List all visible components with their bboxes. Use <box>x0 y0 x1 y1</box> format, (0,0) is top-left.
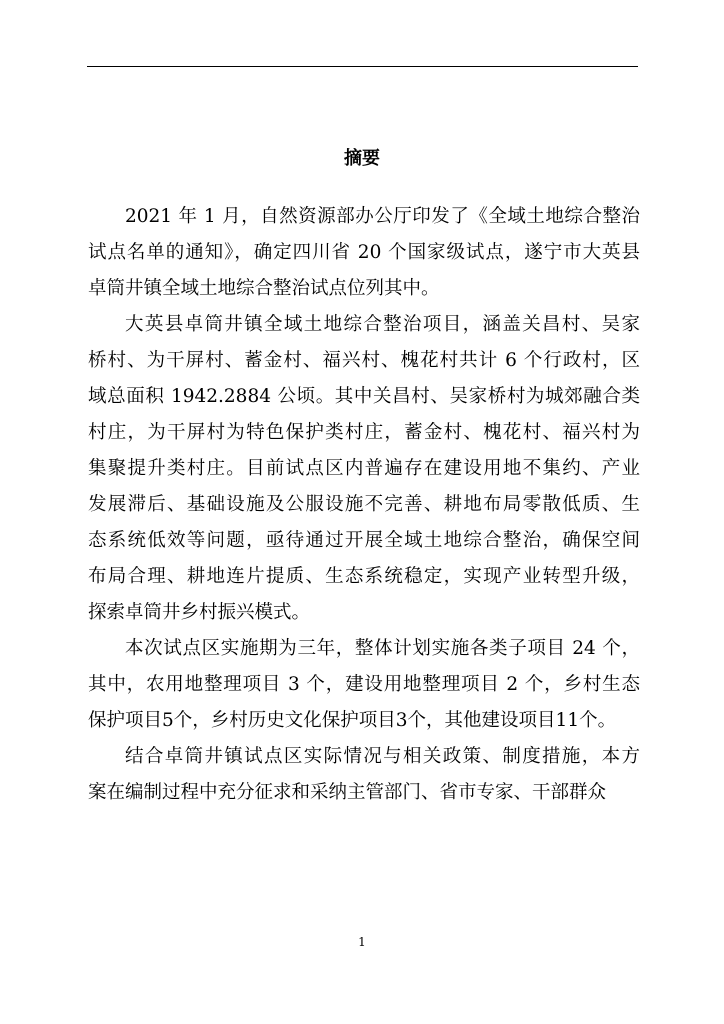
paragraph-line: 卓筒井镇全域土地综合整治试点位列其中。 <box>88 278 440 299</box>
paragraph <box>88 307 640 631</box>
page-number: 1 <box>358 935 366 949</box>
paragraph-line: 其中，农用地整理项目 3 个，建设用地整理项目 2 个，乡村生态 <box>88 674 640 695</box>
paragraph <box>88 739 640 811</box>
paragraph <box>88 631 640 739</box>
paragraph-line: 村庄，为干屏村为特色保护类村庄，蓄金村、槐花村、福兴村为 <box>88 422 640 443</box>
paragraph-line: 发展滞后、基础设施及公服设施不完善、耕地布局零散低质、生 <box>88 494 640 515</box>
paragraph-line: 布局合理、耕地连片提质、生态系统稳定，实现产业转型升级， <box>88 566 640 587</box>
paragraph-line: 桥村、为干屏村、蓄金村、福兴村、槐花村共计 6 个行政村，区 <box>88 350 640 371</box>
paragraph-line: 2021 年 1 月，自然资源部办公厅印发了《全域土地综合整治 <box>125 206 640 227</box>
paragraph-line: 案在编制过程中充分征求和采纳主管部门、省市专家、干部群众 <box>88 782 607 803</box>
paragraph <box>88 199 640 307</box>
abstract-body <box>88 199 640 811</box>
paragraph-line: 试点名单的通知》，确定四川省 20 个国家级试点，遂宁市大英县 <box>88 242 640 263</box>
paragraph-line: 探索卓筒井乡村振兴模式。 <box>88 602 311 623</box>
paragraph-line: 域总面积 1942.2884 公顷。其中关昌村、吴家桥村为城郊融合类 <box>88 386 640 407</box>
paragraph-line: 本次试点区实施期为三年，整体计划实施各类子项目 24 个， <box>125 638 640 659</box>
paragraph-line: 大英县卓筒井镇全域土地综合整治项目，涵盖关昌村、吴家 <box>125 314 640 335</box>
paragraph-line: 保护项目5个，乡村历史文化保护项目3个，其他建设项目11个。 <box>88 710 617 731</box>
paragraph-line: 集聚提升类村庄。目前试点区内普遍存在建设用地不集约、产业 <box>88 458 640 479</box>
paragraph-line: 结合卓筒井镇试点区实际情况与相关政策、制度措施，本方 <box>125 746 640 767</box>
paragraph-line: 态系统低效等问题，亟待通过开展全域土地综合整治，确保空间 <box>88 530 640 551</box>
header-rule <box>87 66 638 67</box>
page-title: 摘要 <box>344 148 380 169</box>
